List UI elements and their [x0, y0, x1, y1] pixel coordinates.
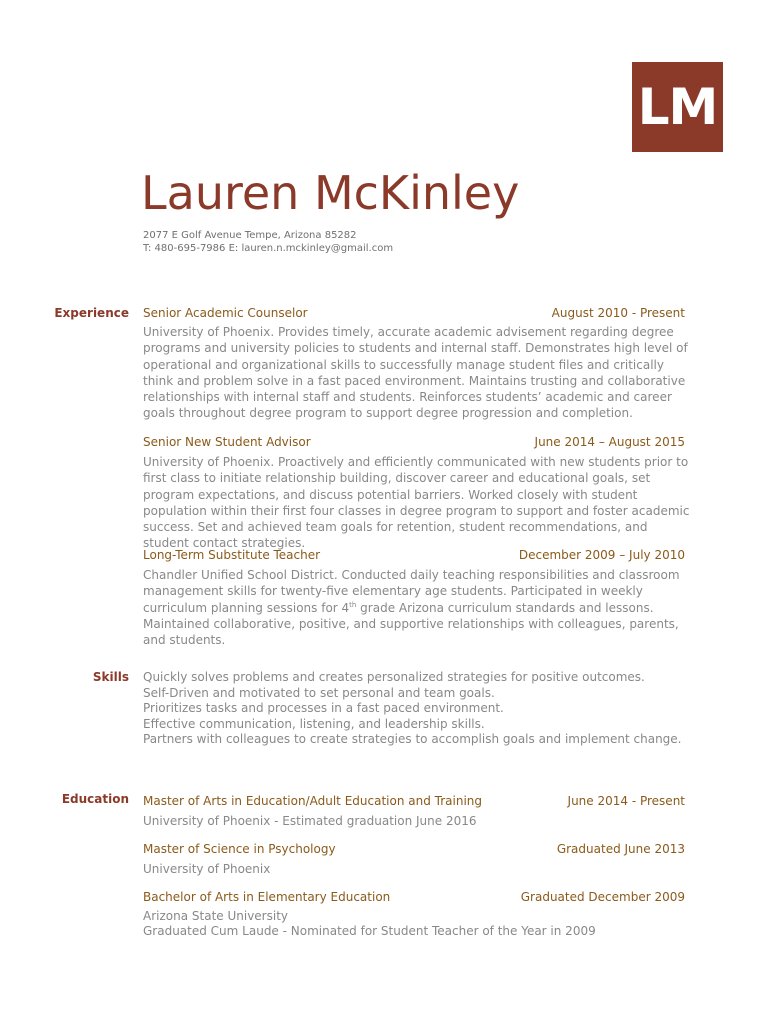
- section-label-skills: Skills: [92, 670, 129, 684]
- job-description-part: Chandler Unified School District. Conducted daily teaching responsibilities and classroom management skills for twenty-five elementary age students. Participated in weekly curriculum planning sessions for 4: [143, 568, 680, 615]
- section-label-experience: Experience: [54, 306, 129, 320]
- job-title: Senior Academic Counselor: [143, 306, 308, 320]
- job-description: University of Phoenix. Provides timely, accurate academic advisement regarding degree programs and university policies to students and internal staff. Demonstrates high level of operational and organizational skills to successfully manage student files and critically think and problem solve in a fast paced environment. Maintains trusting and collaborative relationships with internal staff and students. Reinforces students’ academic and career goals throughout degree program to support degree progression and completion.: [143, 325, 688, 421]
- experience-entry-header: [143, 306, 685, 320]
- degree-detail: University of Phoenix: [143, 862, 271, 876]
- degree-detail: Arizona State University: [143, 909, 289, 923]
- resume-name: Lauren McKinley: [141, 166, 520, 220]
- degree-date: Graduated June 2013: [556, 842, 685, 856]
- contact-phone-email: T: 480-695-7986 E: lauren.n.mckinley@gmail.com: [143, 243, 394, 254]
- skill-item: Self-Driven and motivated to set personal and team goals.: [143, 685, 495, 700]
- experience-entry-header: [143, 435, 685, 449]
- job-title: Long-Term Substitute Teacher: [143, 548, 321, 562]
- contact-info: [143, 229, 393, 255]
- skill-item: Quickly solves problems and creates personalized strategies for positive outcomes.: [143, 670, 645, 684]
- degree-title: Master of Arts in Education/Adult Education and Training: [143, 794, 482, 808]
- skill-item: Prioritizes tasks and processes in a fast paced environment.: [143, 701, 504, 715]
- job-description-part: grade Arizona curriculum standards and lessons. Maintained collaborative, positive, and supportive relationships with colleagues, parents, and students.: [143, 600, 679, 648]
- job-description: [143, 567, 691, 648]
- job-date: June 2014 – August 2015: [534, 435, 685, 449]
- skill-item: Effective communication, listening, and leadership skills.: [143, 716, 485, 731]
- job-title: Senior New Student Advisor: [143, 435, 311, 449]
- skills-list: [143, 670, 682, 748]
- experience-entry-header: [143, 548, 685, 562]
- ordinal-suffix: th: [349, 600, 357, 609]
- degree-title: Bachelor of Arts in Elementary Education: [143, 890, 391, 904]
- skill-item: Partners with colleagues to create strategies to accomplish goals and implement change.: [143, 732, 682, 746]
- degree-detail: University of Phoenix - Estimated graduation June 2016: [143, 814, 477, 828]
- contact-address: 2077 E Golf Avenue Tempe, Arizona 85282: [143, 230, 357, 241]
- degree-title: Master of Science in Psychology: [143, 842, 336, 856]
- job-description: University of Phoenix. Proactively and efficiently communicated with new students prior to first class to initiate relationship building, discover career and educational goals, set program expectations, and discuss potential barriers. Worked closely with student population within their first four classes in degree program to support and foster academic success. Set and achieved team goals for retention, student recommendations, and student contact strategies.: [143, 455, 690, 551]
- degree-date: June 2014 - Present: [567, 794, 685, 808]
- degree-details: [143, 909, 691, 938]
- education-entry-header: [143, 842, 685, 856]
- monogram-logo: LM: [632, 62, 723, 152]
- education-entry-header: [143, 794, 685, 808]
- education-entry-header: [143, 890, 685, 904]
- degree-detail: Graduated Cum Laude - Nominated for Student Teacher of the Year in 2009: [143, 923, 596, 938]
- section-label-education: Education: [61, 792, 129, 806]
- degree-date: Graduated December 2009: [520, 890, 685, 904]
- job-date: December 2009 – July 2010: [518, 548, 685, 562]
- job-date: August 2010 - Present: [551, 306, 685, 320]
